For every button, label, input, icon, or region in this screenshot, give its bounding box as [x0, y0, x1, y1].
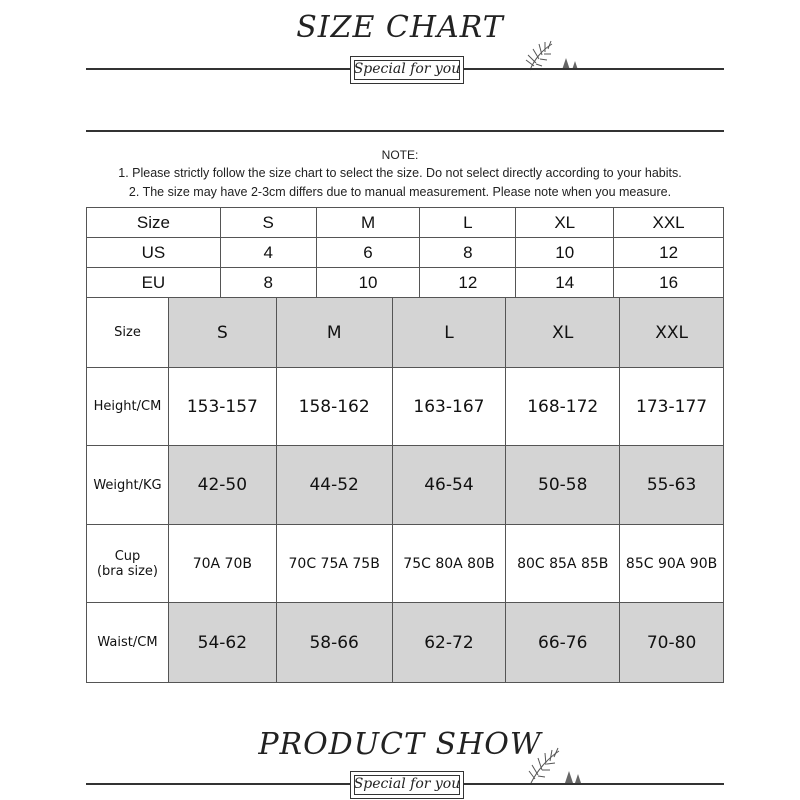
- table-row: [87, 238, 724, 268]
- header-tag: [350, 56, 464, 84]
- table-cell: 153-157: [168, 368, 276, 446]
- row-label: Size: [87, 298, 169, 368]
- size-header-cell: XXL: [620, 298, 724, 368]
- table-cell: XXL: [614, 208, 724, 238]
- size-header-cell: L: [392, 298, 506, 368]
- table-cell: 46-54: [392, 446, 506, 525]
- palm-leaf-icon: [525, 745, 585, 785]
- table-cell: M: [316, 208, 420, 238]
- size-header-cell: XL: [506, 298, 620, 368]
- table-cell: 10: [516, 238, 614, 268]
- table-cell: 14: [516, 268, 614, 298]
- table-cell: 70C 75A 75B: [276, 525, 392, 603]
- table-cell: 158-162: [276, 368, 392, 446]
- table-cell: 62-72: [392, 603, 506, 683]
- note-line-2: 2. The size may have 2-3cm differs due to manual measurement. Please note when you measure.: [128, 185, 672, 199]
- table-row: [87, 603, 724, 683]
- table-cell: 66-76: [506, 603, 620, 683]
- table-cell: 75C 80A 80B: [392, 525, 506, 603]
- header-tag-text: Special for you: [353, 61, 461, 77]
- row-label: Weight/KG: [87, 446, 169, 525]
- size-conversion-table: [86, 207, 724, 298]
- table-row: [87, 268, 724, 298]
- table-cell: 163-167: [392, 368, 506, 446]
- table-cell: 44-52: [276, 446, 392, 525]
- table-cell: 173-177: [620, 368, 724, 446]
- table-cell: EU: [87, 268, 221, 298]
- table-cell: 55-63: [620, 446, 724, 525]
- table-cell: 85C 90A 90B: [620, 525, 724, 603]
- table-cell: 54-62: [168, 603, 276, 683]
- row-label: Waist/CM: [87, 603, 169, 683]
- size-header-cell: M: [276, 298, 392, 368]
- table-cell: 10: [316, 268, 420, 298]
- size-header-cell: S: [168, 298, 276, 368]
- measurement-table: [86, 297, 724, 683]
- footer-tag-text: Special for you: [353, 776, 461, 792]
- note-line-1: 1. Please strictly follow the size chart to select the size. Do not select directly according to your habits.: [118, 166, 682, 180]
- table-cell: US: [87, 238, 221, 268]
- table-cell: XL: [516, 208, 614, 238]
- table-cell: 8: [420, 238, 516, 268]
- table-cell: 12: [614, 238, 724, 268]
- table-cell: 70-80: [620, 603, 724, 683]
- table-cell: 80C 85A 85B: [506, 525, 620, 603]
- table-cell: 4: [220, 238, 316, 268]
- section-divider: [86, 130, 724, 132]
- table-row: [87, 368, 724, 446]
- cup-label: Cup: [114, 548, 141, 564]
- cup-sublabel: (bra size): [96, 563, 158, 579]
- table-cell: 16: [614, 268, 724, 298]
- table-row: [87, 298, 724, 368]
- table-cell: Size: [87, 208, 221, 238]
- size-chart-title: SIZE CHART: [296, 10, 504, 45]
- table-cell: 42-50: [168, 446, 276, 525]
- table-cell: S: [220, 208, 316, 238]
- table-cell: 168-172: [506, 368, 620, 446]
- table-cell: 8: [220, 268, 316, 298]
- table-row: [87, 208, 724, 238]
- row-label: Height/CM: [87, 368, 169, 446]
- table-row: [87, 525, 724, 603]
- table-cell: L: [420, 208, 516, 238]
- table-cell: 70A 70B: [168, 525, 276, 603]
- table-cell: 6: [316, 238, 420, 268]
- footer-tag: [350, 771, 464, 799]
- table-cell: 50-58: [506, 446, 620, 525]
- table-row: [87, 446, 724, 525]
- table-cell: 12: [420, 268, 516, 298]
- row-label: [87, 525, 169, 603]
- note-heading: NOTE:: [381, 148, 419, 162]
- product-show-title: PRODUCT SHOW: [258, 727, 542, 762]
- table-cell: 58-66: [276, 603, 392, 683]
